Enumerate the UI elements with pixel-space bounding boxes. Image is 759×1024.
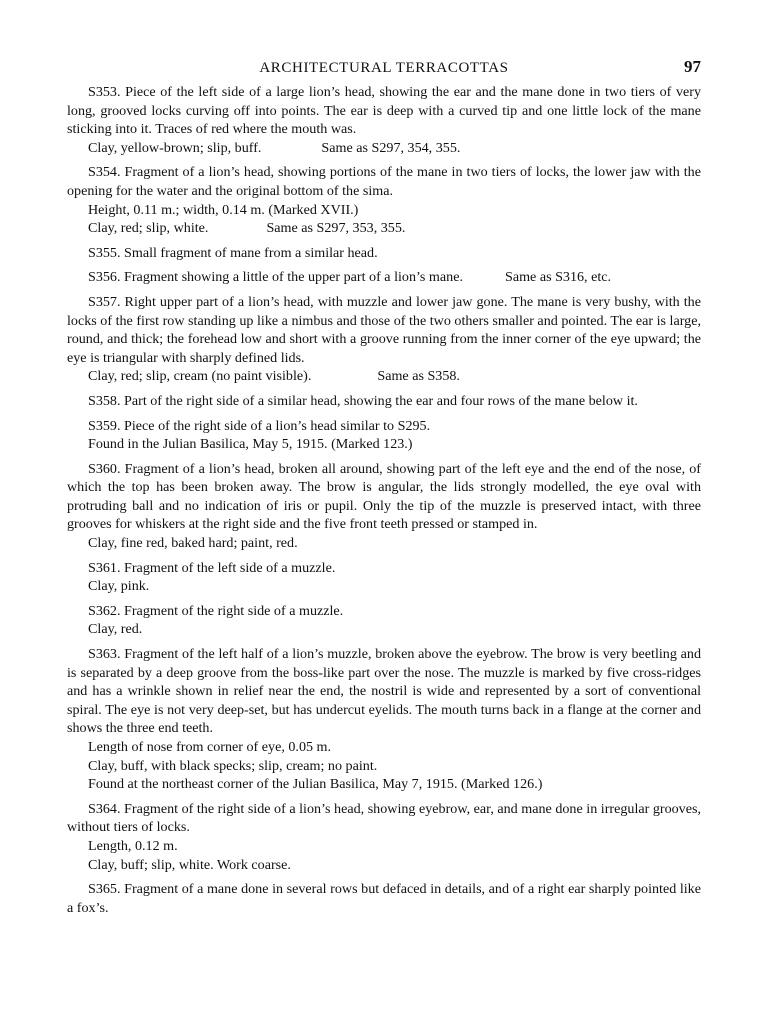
entry-clay-line [67,219,701,238]
catalog-entry-s353 [67,83,701,157]
catalog-entry-s356 [67,268,701,287]
entry-description: S361. Fragment of the left side of a muzzle. [88,559,336,576]
entry-same-as: Same as S297, 354, 355. [321,139,461,156]
entry-same-as: Same as S316, etc. [504,269,612,286]
catalog-entry-s364 [67,800,701,874]
catalog-entry-s361 [67,559,701,596]
running-header [67,57,701,83]
entry-clay: Clay, yellow-brown; slip, buff. [88,139,262,156]
entry-description: S359. Piece of the right side of a lion’s head similar to S295. [88,417,431,434]
entry-description: S354. Fragment of a lion’s head, showing portions of the mane in two tiers of locks, the lower jaw with the opening for the water and the original bottom of the sima. [67,164,701,199]
catalog-entry-s365 [67,880,701,917]
entry-clay: Clay, buff; slip, white. Work coarse. [88,856,291,873]
catalog-entry-s360 [67,460,701,553]
running-title: ARCHITECTURAL TERRACOTTAS [259,60,509,76]
catalog-entry-s362 [67,602,701,639]
entry-dimensions: Length, 0.12 m. [88,837,178,854]
entry-clay-line [67,367,701,386]
entry-findspot: Found at the northeast corner of the Julian Basilica, May 7, 1915. (Marked 126.) [88,776,543,793]
entry-same-as: Same as S358. [377,368,460,385]
entry-description: S358. Part of the right side of a similar head, showing the ear and four rows of the mane below it. [88,392,638,409]
catalog-entry-s354 [67,163,701,237]
entry-clay: Clay, buff, with black specks; slip, cream; no paint. [88,757,378,774]
catalog-entry-s357 [67,293,701,386]
page-number: 97 [684,57,701,76]
entry-same-as: Same as S297, 353, 355. [266,220,406,237]
entry-clay: Clay, fine red, baked hard; paint, red. [88,535,298,552]
catalog-entry-s363 [67,645,701,794]
entry-description: S362. Fragment of the right side of a muzzle. [88,602,344,619]
entry-description: S365. Fragment of a mane done in several rows but defaced in details, and of a right ear sharply pointed like a fox’s. [67,881,701,916]
entry-clay: Clay, red; slip, white. [88,220,209,237]
entry-description: S355. Small fragment of mane from a similar head. [88,244,378,261]
entry-clay: Clay, pink. [88,578,150,595]
entry-description: S364. Fragment of the right side of a lion’s head, showing eyebrow, ear, and mane done in irregular grooves, without tiers of locks. [67,800,701,836]
catalog-entry-s358 [67,392,701,411]
catalog-entry-s359 [67,417,701,454]
entry-clay-line [67,139,701,158]
entry-description: S353. Piece of the left side of a large lion’s head, showing the ear and the mane done in two tiers of very long, grooved locks curving off into points. The ear is deep with a curved tip and one little lock of the mane sticking into it. Traces of red where the mouth was. [67,84,701,138]
entry-description: S363. Fragment of the left half of a lion’s muzzle, broken above the eyebrow. The brow is very beetling and is separated by a deep groove from the boss-like part over the nose. The muzzle is marked by five cross-ridges and has a wrinkle shown in relief near the end, the nostril is wide and represented by a sort of conventional spiral. The eye is not very deep-set, but has undercut eyelids. The mouth turns back in a flange at the corner and shows the three end teeth. [67,646,701,737]
entry-findspot: Found in the Julian Basilica, May 5, 1915. (Marked 123.) [88,436,413,453]
entry-dimensions: Length of nose from corner of eye, 0.05 m. [88,739,332,755]
entry-description: S360. Fragment of a lion’s head, broken all around, showing part of the left eye and the end of the nose, of which the top has been broken away. The brow is angular, the lids strongly modelled, the eye oval with protruding ball and no indication of iris or pupil. Only the tip of the muzzle is preserved intact, with three grooves for whiskers at the right side and the five front teeth pressed or stamped in. [67,460,701,533]
catalog-entry-s355 [67,244,701,263]
entry-description: S357. Right upper part of a lion’s head, with muzzle and lower jaw gone. The mane is very bushy, with the locks of the first row standing up like a nimbus and those of the two others smaller and pointed. The ear is large, round, and thick; the forehead low and short with a groove running from the inner corner of the eye upward; the eye is triangular with sharply defined lids. [67,293,701,366]
entry-clay: Clay, red; slip, cream (no paint visible). [88,368,312,385]
entry-description-line [67,268,701,287]
page [67,57,701,923]
entry-description: S356. Fragment showing a little of the upper part of a lion’s mane. [88,269,463,286]
entry-dimensions: Height, 0.11 m.; width, 0.14 m. (Marked XVII.) [88,201,359,218]
entry-clay: Clay, red. [88,621,143,638]
